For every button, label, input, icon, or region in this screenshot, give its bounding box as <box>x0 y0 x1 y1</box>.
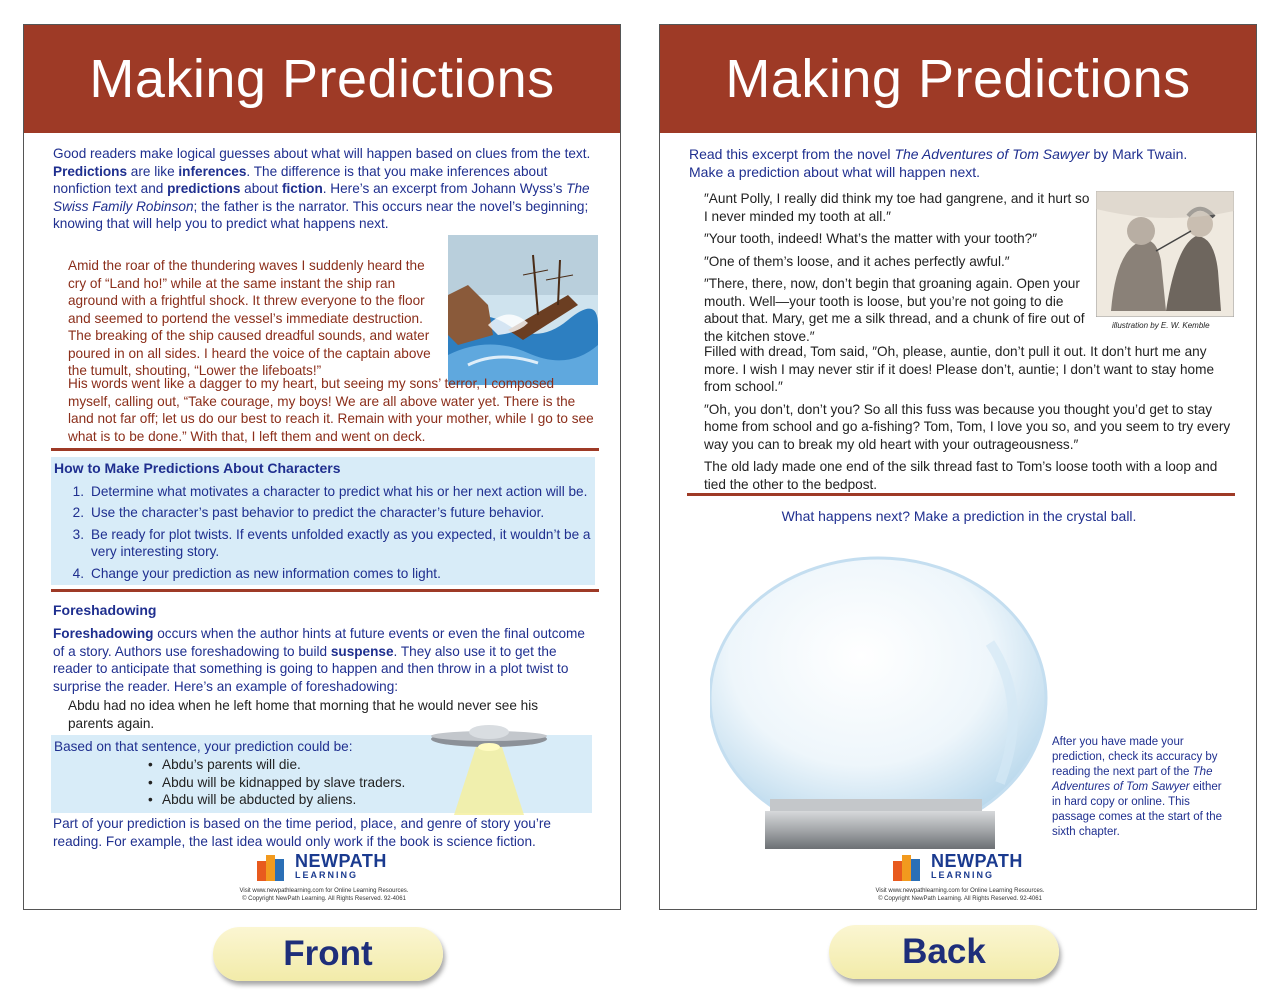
footer-visit: Visit www.newpathlearning.com for Online Learning Resources. <box>239 888 409 894</box>
footer <box>174 887 474 903</box>
newpath-logo <box>893 851 1023 882</box>
quote: ″Oh, you don’t, don’t you? So all this fuss was because you thought you’d get to stay home from school and go a-fishing? Tom, Tom, I love you so, and you seem to try every way you can to break my old heart with your outrageousness.″ <box>704 401 1231 452</box>
back-banner <box>660 25 1256 133</box>
footer-copyright: © Copyright NewPath Learning. All Rights Reserved. 92-4061 <box>242 896 406 902</box>
logo-line-2: LEARNING <box>295 870 358 880</box>
foreshadowing-heading: Foreshadowing <box>53 602 157 618</box>
list-text: Change your prediction as new information comes to light. <box>91 565 441 581</box>
list-item: • Abdu will be kidnapped by slave traders. <box>148 774 468 792</box>
logo-line-1: NEWPATH <box>931 851 1023 871</box>
divider <box>687 493 1235 496</box>
footer-visit: Visit www.newpathlearning.com for Online Learning Resources. <box>875 888 1045 894</box>
shipwreck-image <box>448 235 598 385</box>
intro-text: ; the father is the narrator. This occurs near the novel’s beginning; knowing that will help you to predict what happens next. <box>53 198 589 231</box>
book-title: The Swiss Family Robinson <box>53 181 590 214</box>
divider <box>51 589 599 592</box>
footer-copyright: © Copyright NewPath Learning. All Rights Reserved. 92-4061 <box>878 896 1042 902</box>
front-card <box>23 24 621 910</box>
front-banner <box>24 25 620 133</box>
crystal-ball <box>710 553 1060 853</box>
list-item <box>54 565 594 583</box>
foreshadowing-example: Abdu had no idea when he left home that morning that he would never see his parents again. <box>68 698 539 731</box>
excerpt-paragraph-2: His words went like a dagger to my heart, but seeing my sons’ terror, I composed myself, calling out, “Take courage, my boys! We are all above water yet. There is the land not far off; let us do our best to reach it. Remain with your mother, while I go to see what is to be done.” With that, I left them and went on deck. <box>68 376 594 444</box>
quote: The old lady made one end of the silk thread fast to Tom’s loose tooth with a loop and tied the other to the bedpost. <box>704 459 1218 492</box>
excerpt-paragraph-1: Amid the roar of the thundering waves I suddenly heard the cry of “Land ho!” while at the same instant the ship ran aground with a frightful shock. It threw everyone to the floor and seemed to portend the vessel’s immediate destruction. The breaking of the ship caused dreadful sounds, and water poured in on all sides. I heard the voice of the captain above the tumult, shouting, “Lower the lifeboats!” <box>68 258 431 378</box>
newpath-logo <box>257 851 387 882</box>
list-text: Determine what motivates a character to predict what his or her next action will be. <box>91 483 588 499</box>
intro-text: about <box>240 181 282 196</box>
logo-text <box>931 851 1023 882</box>
book-title: The Adventures of Tom Sawyer <box>894 146 1090 162</box>
list-item <box>54 483 594 501</box>
foreshadowing-bold: suspense <box>330 643 394 659</box>
quote: Filled with dread, Tom said, ″Oh, please, auntie, don’t pull it out. It don’t hurt me any more. I wish I may never stir if it does! Please don’t, auntie; I don’t want to stay home from school.″ <box>704 344 1215 394</box>
intro-bold: Predictions <box>53 163 128 179</box>
foreshadowing-bold: Foreshadowing <box>53 626 154 641</box>
intro-text: are like <box>127 163 179 179</box>
back-title: Making Predictions <box>725 49 1191 109</box>
quote: ″Your tooth, indeed! What’s the matter with your tooth?″ <box>704 231 1038 246</box>
intro-text: . The difference is that you make inferences about nonfiction text and <box>53 163 548 196</box>
books-icon <box>893 855 927 881</box>
quote-block <box>704 190 1090 345</box>
how-to-section <box>54 460 594 586</box>
front-intro <box>53 145 591 233</box>
list-number: 4. <box>72 565 84 581</box>
quote: ″There, there, now, don’t begin that groaning again. Open your mouth. Well—your tooth is loose, but you’re not going to die about that. Mary, get me a silk thread, and a chunk of fire out of the kitchen stove.″ <box>704 276 1085 344</box>
books-icon <box>257 855 291 881</box>
back-label-button[interactable] <box>829 925 1059 979</box>
prediction-lead: Based on that sentence, your prediction could be: <box>54 739 353 754</box>
footer <box>810 887 1110 903</box>
crystal-ball-prompt: What happens next? Make a prediction in the crystal ball. <box>781 508 1137 524</box>
how-to-heading: How to Make Predictions About Characters <box>54 460 341 476</box>
foreshadowing-text: occurs when the author hints at future events or even the final outcome of a story. Authors use foreshadowing to build <box>53 626 585 659</box>
intro-bold: inferences <box>178 163 247 179</box>
quote: ″Aunt Polly, I really did think my toe had gangrene, and it hurt so I never minded my tooth at all.″ <box>704 191 1090 224</box>
list-number: 3. <box>72 526 84 542</box>
intro-bold: predictions <box>167 181 241 196</box>
logo-line-2: LEARNING <box>931 870 994 880</box>
logo-text <box>295 851 387 882</box>
note-text: After you have made your prediction, check its accuracy by reading the next part of the <box>1052 736 1218 778</box>
list-number: 2. <box>72 505 84 520</box>
list-item: • Abdu will be abducted by aliens. <box>148 791 468 809</box>
list-number: 1. <box>72 483 84 499</box>
note-text: either in hard copy or online. This passage comes at the start of the sixth chapter. <box>1052 781 1223 838</box>
after-prediction-note <box>1052 735 1232 840</box>
list-item: • Abdu’s parents will die. <box>148 756 468 774</box>
back-card <box>659 24 1257 910</box>
quote-block <box>704 343 1236 493</box>
prediction-list <box>148 756 468 809</box>
tom-sawyer-illustration <box>1096 191 1234 317</box>
front-title: Making Predictions <box>89 49 555 109</box>
back-label: Back <box>902 932 986 971</box>
list-item <box>54 504 594 522</box>
intro-text: Good readers make logical guesses about what will happen based on clues from the text. <box>53 146 591 161</box>
list-text: Use the character’s past behavior to predict the character’s future behavior. <box>91 505 545 520</box>
front-label-button[interactable] <box>213 927 443 981</box>
intro-text: by Mark Twain. Make a prediction about what will happen next. <box>689 146 1188 180</box>
intro-bold: fiction <box>281 181 323 196</box>
logo-line-1: NEWPATH <box>295 851 387 871</box>
foreshadowing-text <box>53 625 598 695</box>
quote: ″One of them’s loose, and it aches perfectly awful.″ <box>704 253 1010 269</box>
foreshadowing-closing: Part of your prediction is based on the time period, place, and genre of story you’re reading. For example, the last idea would only work if the book is science fiction. <box>53 816 551 849</box>
ufo-image <box>424 725 554 815</box>
front-label: Front <box>283 934 373 973</box>
illustration-credit: illustration by E. W. Kemble <box>1112 321 1210 330</box>
back-intro <box>689 146 1224 181</box>
foreshadowing-text: . They also use it to get the reader to anticipate that something is going to happen and then throw in a plot twist to surprise the reader. Here’s an example of foreshadowing: <box>53 643 569 694</box>
intro-text: Read this excerpt from the novel <box>689 146 895 162</box>
divider <box>51 448 599 451</box>
list-item <box>54 526 594 561</box>
list-text: Be ready for plot twists. If events unfolded exactly as you expected, it wouldn’t be a very interesting story. <box>91 526 591 559</box>
how-to-list <box>54 483 594 583</box>
intro-text: . Here’s an excerpt from Johann Wyss’s <box>322 181 567 196</box>
book-title: The Adventures of Tom Sawyer <box>1052 766 1213 793</box>
